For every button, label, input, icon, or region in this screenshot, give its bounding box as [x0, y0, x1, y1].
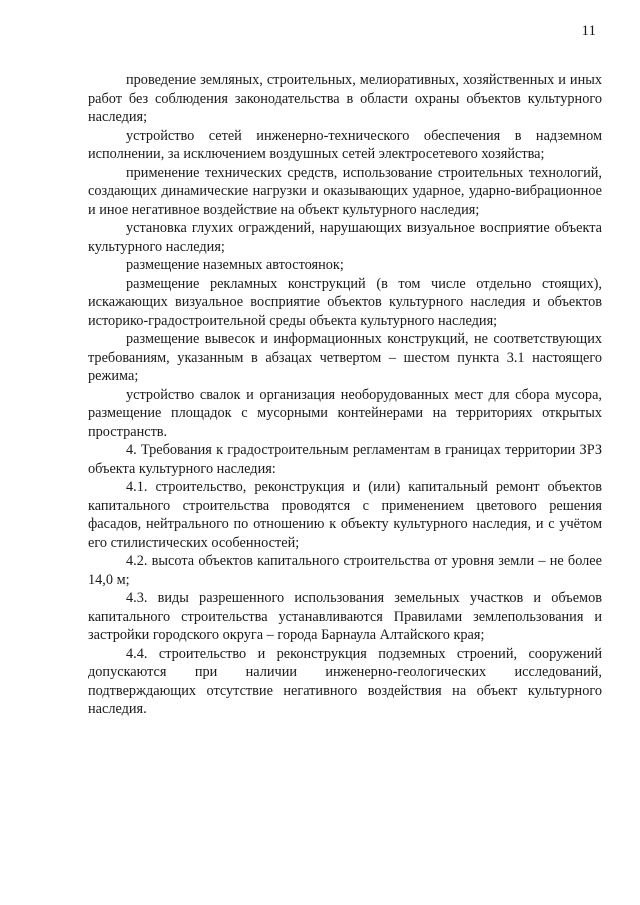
- paragraph-4: установка глухих ограждений, нарушающих визуальное восприятие объекта культурного наследия;: [88, 220, 602, 255]
- item-4-4: 4.4. строительство и реконструкция подземных строений, сооружений допускаются при наличии инженерно-геологических исследований, подтверждающих отсутствие негативного воздействия на объект культурного наследия.: [88, 645, 602, 717]
- paragraph-3: применение технических средств, использование строительных технологий, создающих динамические нагрузки и оказывающих ударное, ударно-вибрационное и иное негативное воздействие на объект культурного наследия;: [88, 164, 602, 218]
- page-number: 11: [581, 23, 596, 39]
- paragraph-6: размещение рекламных конструкций (в том числе отдельно стоящих), искажающих визуальное восприятие объектов культурного наследия и объектов историко-градостроительной среды объекта культурного наследия;: [88, 275, 602, 329]
- paragraph-1: проведение земляных, строительных, мелиоративных, хозяйственных и иных работ без соблюдения законодательства в области охраны объектов культурного наследия;: [88, 72, 602, 125]
- paragraph-5: размещение наземных автостоянок;: [126, 257, 344, 273]
- item-4-2: 4.2. высота объектов капитального строительства от уровня земли – не более 14,0 м;: [88, 553, 602, 588]
- paragraph-2: устройство сетей инженерно-технического обеспечения в надземном исполнении, за исключением воздушных сетей электросетевого хозяйства;: [88, 127, 602, 162]
- document-body: [88, 71, 602, 719]
- item-4-3: 4.3. виды разрешенного использования земельных участков и объемов капитального строительства устанавливаются Правилами землепользования и застройки городского округа – города Барнаула Алтайского края;: [88, 590, 602, 643]
- paragraph-7: размещение вывесок и информационных конструкций, не соответствующих требованиям, указанным в абзацах четвертом – шестом пункта 3.1 настоящего режима;: [88, 331, 602, 384]
- section-4-heading: 4. Требования к градостроительным регламентам в границах территории ЗРЗ объекта культурного наследия:: [88, 442, 602, 477]
- item-4-1: 4.1. строительство, реконструкция и (или) капитальный ремонт объектов капитального строительства проводятся с применением цветового решения фасадов, нейтрального по отношению к объекту культурного наследия, и с учётом его стилистических особенностей;: [88, 479, 602, 551]
- paragraph-8: устройство свалок и организация необорудованных мест для сбора мусора, размещение площадок с мусорными контейнерами на территориях открытых пространств.: [88, 386, 602, 440]
